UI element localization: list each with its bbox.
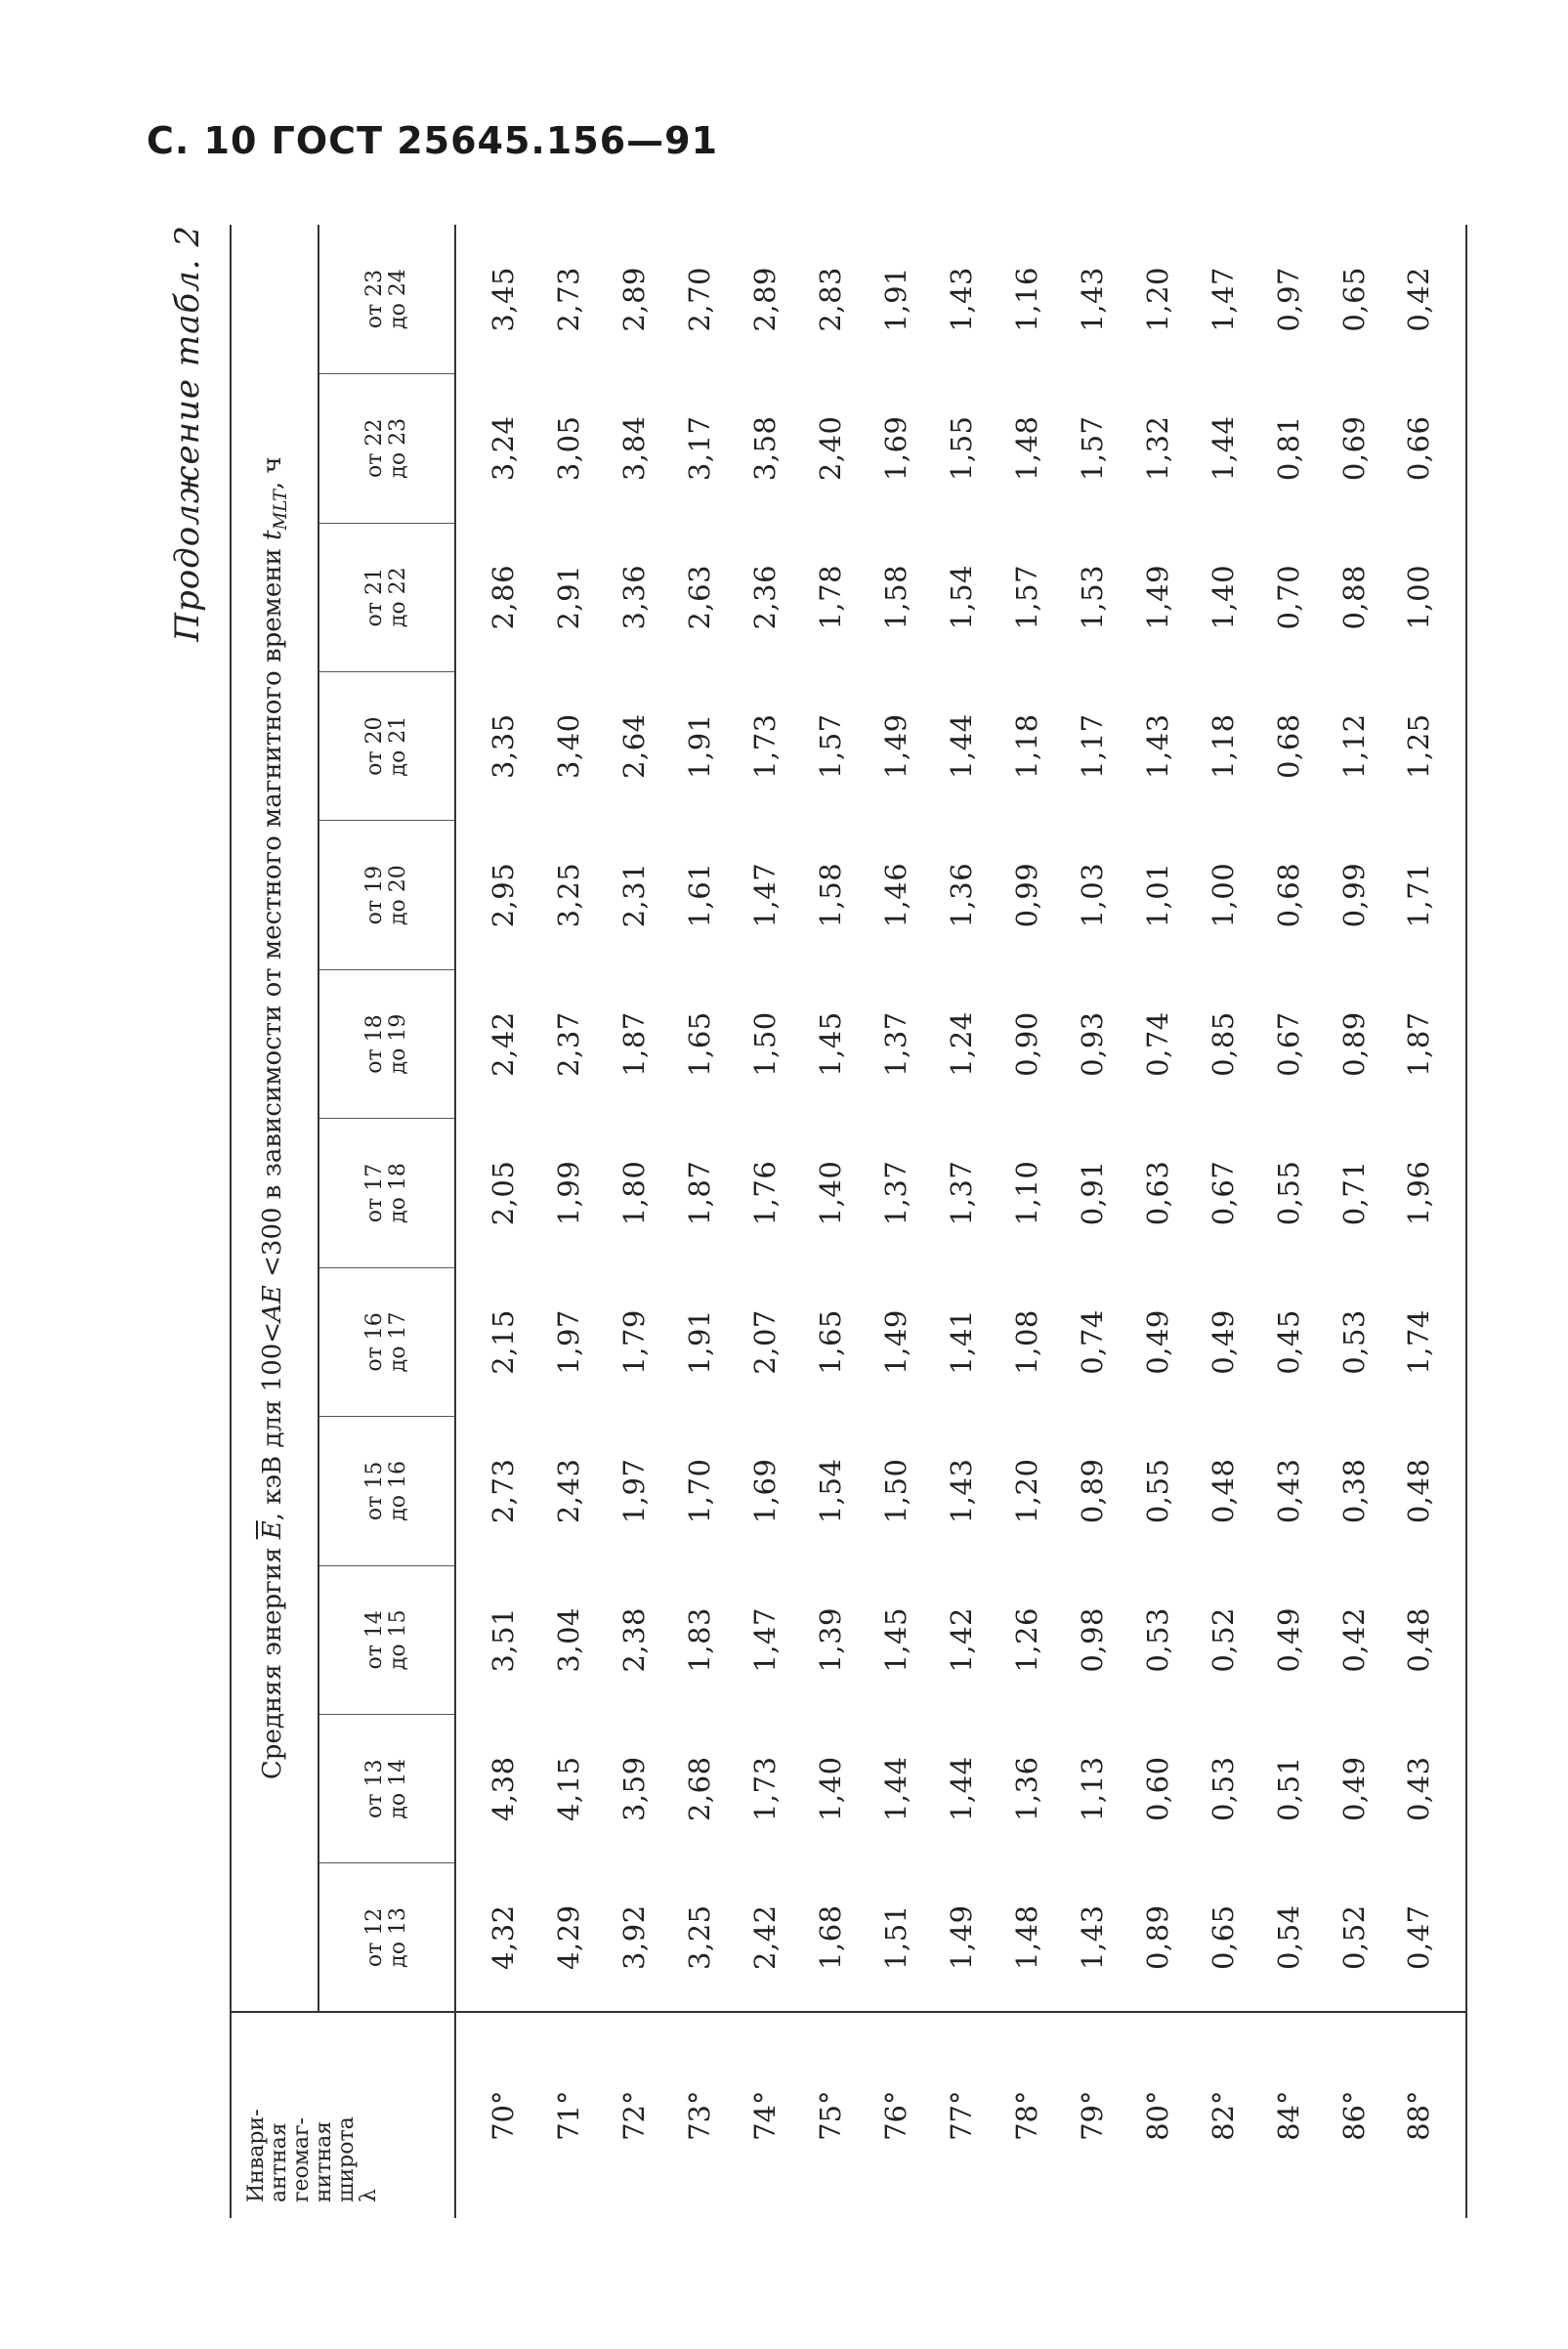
value-cell: 4,15: [551, 1756, 585, 1822]
value-cell: 0,45: [1271, 1309, 1305, 1375]
bin-header: [318, 225, 455, 374]
value-cell: 2,38: [616, 1607, 651, 1673]
table-row: [1190, 225, 1255, 2218]
value-cell: 0,69: [1336, 415, 1371, 482]
value-cell: 0,89: [1140, 1904, 1174, 1970]
value-cell: 0,52: [1206, 1607, 1240, 1673]
value-cell: 3,51: [487, 1607, 520, 1673]
value-cell: 1,47: [747, 862, 782, 928]
value-cell: 1,53: [1075, 564, 1109, 630]
table-row: [863, 225, 928, 2218]
bin-header: [318, 671, 455, 820]
table-row: [797, 225, 863, 2218]
bin-header-line: от 23: [362, 269, 387, 329]
latitude-cell: 80°: [1124, 2012, 1190, 2218]
bin-header: [318, 969, 455, 1118]
value-cell: 1,20: [1140, 267, 1174, 332]
bin-header: [318, 1565, 455, 1714]
value-cell: 2,05: [487, 1160, 520, 1226]
value-cell: 1,47: [747, 1607, 782, 1673]
bin-header: [318, 1119, 455, 1267]
table-row: [1059, 225, 1124, 2218]
latitude-cell: 71°: [535, 2012, 601, 2218]
value-cell: 2,15: [487, 1309, 520, 1375]
value-cell: 1,76: [747, 1160, 782, 1226]
bin-header-line: до 17: [386, 1311, 410, 1373]
bin-header-line: до 23: [386, 417, 410, 479]
value-cell: 2,83: [813, 267, 847, 332]
value-cell: 2,43: [551, 1458, 585, 1524]
value-cell: 0,49: [1336, 1756, 1371, 1822]
bin-header-line: от 20: [362, 716, 387, 776]
value-cell: 0,49: [1140, 1309, 1174, 1375]
bin-header-row: [318, 225, 455, 2218]
bin-header-line: до 22: [386, 567, 410, 628]
value-cell: 2,73: [551, 267, 585, 332]
table-row: [1321, 225, 1386, 2218]
value-cell: 1,26: [1009, 1607, 1043, 1673]
bin-header-line: от 16: [362, 1312, 387, 1372]
table-row: [601, 225, 666, 2218]
value-cell: 0,54: [1271, 1904, 1305, 1970]
value-cell: 1,78: [813, 564, 847, 630]
table-row: [994, 225, 1059, 2218]
value-cell: 3,40: [551, 713, 585, 779]
value-cell: 1,70: [682, 1458, 716, 1524]
value-cell: 4,29: [551, 1904, 585, 1970]
value-cell: 1,42: [944, 1607, 978, 1673]
value-cell: 0,52: [1336, 1904, 1371, 1970]
value-cell: 0,89: [1075, 1458, 1109, 1524]
table-row: [666, 225, 732, 2218]
value-cell: 1,08: [1009, 1309, 1043, 1375]
group-header-suffix: <300 в зависимости от местного магнитного времени: [257, 539, 287, 1286]
value-cell: 1,50: [878, 1458, 912, 1524]
value-cell: 2,37: [551, 1011, 585, 1077]
group-header-middle: , кэВ для 100<: [257, 1321, 287, 1521]
bin-header-line: до 16: [386, 1460, 410, 1521]
value-cell: 1,40: [813, 1756, 847, 1822]
value-cell: 1,49: [878, 1309, 912, 1375]
group-header-unit: , ч: [257, 456, 287, 491]
value-cell: 1,74: [1386, 1267, 1466, 1416]
value-cell: 2,63: [682, 564, 716, 630]
value-cell: 0,53: [1140, 1607, 1174, 1673]
value-cell: 1,17: [1075, 713, 1109, 779]
value-cell: 2,40: [813, 415, 847, 482]
value-cell: 0,97: [1271, 267, 1305, 332]
bin-header-line: от 21: [362, 568, 387, 627]
value-cell: 0,65: [1336, 267, 1371, 332]
value-cell: 1,18: [1009, 713, 1043, 779]
latitude-cell: 75°: [797, 2012, 863, 2218]
bin-header-line: от 19: [362, 865, 387, 925]
value-cell: 1,39: [813, 1607, 847, 1673]
value-cell: 2,36: [747, 564, 782, 630]
bin-header-line: до 15: [386, 1609, 410, 1671]
value-cell: 1,44: [878, 1756, 912, 1822]
bin-header-line: до 19: [386, 1013, 410, 1075]
value-cell: 1,43: [944, 267, 978, 332]
value-cell: 0,49: [1271, 1607, 1305, 1673]
value-cell: 1,36: [1009, 1756, 1043, 1822]
bin-header: [318, 821, 455, 969]
value-cell: 1,54: [813, 1458, 847, 1524]
bin-header-line: до 24: [386, 269, 410, 329]
value-cell: 1,24: [944, 1011, 978, 1077]
value-cell: 1,37: [878, 1011, 912, 1077]
value-cell: 2,91: [551, 564, 585, 630]
value-cell: 3,92: [616, 1904, 651, 1970]
page-header: С. 10 ГОСТ 25645.156—91: [147, 119, 719, 162]
value-cell: 0,48: [1386, 1565, 1466, 1714]
value-cell: 1,65: [682, 1011, 716, 1077]
table-row: [1255, 225, 1321, 2218]
value-cell: 0,43: [1271, 1458, 1305, 1524]
latitude-header-line: антная: [267, 2122, 291, 2202]
value-cell: 0,71: [1336, 1160, 1371, 1226]
energy-table: [230, 225, 1467, 2218]
value-cell: 0,98: [1075, 1607, 1109, 1673]
continuation-label: Продолжение табл. 2: [168, 225, 207, 642]
bin-header-line: до 18: [386, 1163, 410, 1223]
value-cell: 1,69: [878, 415, 912, 482]
value-cell: 0,48: [1386, 1417, 1466, 1565]
value-cell: 1,20: [1009, 1458, 1043, 1524]
group-header-prefix: Средняя энергия: [257, 1539, 287, 1780]
value-cell: 1,41: [944, 1309, 978, 1375]
value-cell: 1,25: [1386, 671, 1466, 820]
value-cell: 0,55: [1271, 1160, 1305, 1226]
value-cell: 2,89: [616, 267, 651, 332]
bin-header-line: от 18: [362, 1014, 387, 1074]
value-cell: 0,74: [1075, 1309, 1109, 1375]
value-cell: 1,65: [813, 1309, 847, 1375]
value-cell: 0,88: [1336, 564, 1371, 630]
latitude-cell: 84°: [1255, 2012, 1321, 2218]
latitude-header-line: λ: [357, 2189, 381, 2202]
value-cell: 3,59: [616, 1756, 651, 1822]
value-cell: 3,24: [487, 415, 520, 482]
value-cell: 1,79: [616, 1309, 651, 1375]
value-cell: 1,43: [1140, 713, 1174, 779]
value-cell: 1,50: [747, 1011, 782, 1077]
bin-header: [318, 1715, 455, 1863]
value-cell: 1,51: [878, 1904, 912, 1970]
value-cell: 1,57: [1075, 415, 1109, 482]
value-cell: 2,68: [682, 1756, 716, 1822]
latitude-cell: 86°: [1321, 2012, 1386, 2218]
bin-header-line: от 14: [362, 1610, 387, 1670]
value-cell: 1,49: [1140, 564, 1174, 630]
value-cell: 1,12: [1336, 713, 1371, 779]
latitude-cell: 76°: [863, 2012, 928, 2218]
value-cell: 1,47: [1206, 267, 1240, 332]
latitude-header: [231, 2012, 455, 2218]
value-cell: 1,58: [813, 862, 847, 928]
latitude-header-line: Инвари-: [244, 2109, 269, 2202]
value-cell: 2,07: [747, 1309, 782, 1375]
value-cell: 1,48: [1009, 1904, 1043, 1970]
value-cell: 0,74: [1140, 1011, 1174, 1077]
latitude-cell: 73°: [666, 2012, 732, 2218]
value-cell: 0,81: [1271, 415, 1305, 482]
value-cell: 0,67: [1206, 1160, 1240, 1226]
value-cell: 0,42: [1386, 225, 1466, 374]
value-cell: 1,55: [944, 415, 978, 482]
value-cell: 0,55: [1140, 1458, 1174, 1524]
value-cell: 0,53: [1206, 1756, 1240, 1822]
group-header: [231, 225, 318, 2012]
value-cell: 1,44: [944, 713, 978, 779]
value-cell: 1,80: [616, 1160, 651, 1226]
value-cell: 0,38: [1336, 1458, 1371, 1524]
value-cell: 1,00: [1206, 862, 1240, 928]
value-cell: 1,37: [944, 1160, 978, 1226]
bin-header: [318, 523, 455, 671]
value-cell: 0,93: [1075, 1011, 1109, 1077]
value-cell: 0,43: [1386, 1715, 1466, 1863]
bin-header: [318, 1267, 455, 1416]
value-cell: 1,10: [1009, 1160, 1043, 1226]
value-cell: 1,48: [1009, 415, 1043, 482]
value-cell: 1,01: [1140, 862, 1174, 928]
value-cell: 3,36: [616, 564, 651, 630]
table-row: [535, 225, 601, 2218]
value-cell: 2,42: [487, 1011, 520, 1077]
value-cell: 0,60: [1140, 1756, 1174, 1822]
value-cell: 1,58: [878, 564, 912, 630]
value-cell: 2,86: [487, 564, 520, 630]
value-cell: 3,05: [551, 415, 585, 482]
value-cell: 3,35: [487, 713, 520, 779]
value-cell: 3,45: [487, 267, 520, 332]
value-cell: 1,18: [1206, 713, 1240, 779]
value-cell: 1,87: [616, 1011, 651, 1077]
value-cell: 2,95: [487, 862, 520, 928]
latitude-header-line: широта: [334, 2116, 359, 2202]
t-symbol: t: [257, 530, 287, 540]
value-cell: 1,46: [878, 862, 912, 928]
value-cell: 0,42: [1336, 1607, 1371, 1673]
value-cell: 3,17: [682, 415, 716, 482]
value-cell: 3,25: [551, 862, 585, 928]
table-row: [1124, 225, 1190, 2218]
bin-header: [318, 374, 455, 523]
bin-header-line: до 14: [386, 1758, 410, 1819]
value-cell: 0,89: [1336, 1011, 1371, 1077]
value-cell: 0,63: [1140, 1160, 1174, 1226]
value-cell: 1,96: [1386, 1119, 1466, 1267]
value-cell: 1,71: [1386, 821, 1466, 969]
value-cell: 1,43: [1075, 1904, 1109, 1970]
value-cell: 1,36: [944, 862, 978, 928]
value-cell: 4,38: [487, 1756, 520, 1822]
value-cell: 0,99: [1336, 862, 1371, 928]
latitude-cell: 82°: [1190, 2012, 1255, 2218]
value-cell: 1,57: [813, 713, 847, 779]
latitude-cell: 78°: [994, 2012, 1059, 2218]
value-cell: 1,37: [878, 1160, 912, 1226]
value-cell: 2,42: [747, 1904, 782, 1970]
latitude-header-line: нитная: [312, 2120, 336, 2202]
value-cell: 0,70: [1271, 564, 1305, 630]
value-cell: 1,61: [682, 862, 716, 928]
value-cell: 0,47: [1386, 1863, 1466, 2012]
value-cell: 0,91: [1075, 1160, 1109, 1226]
value-cell: 3,58: [747, 415, 782, 482]
value-cell: 1,49: [944, 1904, 978, 1970]
value-cell: 1,99: [551, 1160, 585, 1226]
table-row: [1386, 225, 1466, 2218]
value-cell: 1,40: [1206, 564, 1240, 630]
value-cell: 1,16: [1009, 267, 1043, 332]
table-row: [455, 225, 535, 2218]
latitude-cell: 79°: [1059, 2012, 1124, 2218]
value-cell: 1,87: [1386, 969, 1466, 1118]
table-row: [732, 225, 797, 2218]
value-cell: 1,00: [1386, 523, 1466, 671]
value-cell: 1,68: [813, 1904, 847, 1970]
latitude-cell: 70°: [455, 2012, 535, 2218]
value-cell: 1,57: [1009, 564, 1043, 630]
latitude-cell: 77°: [928, 2012, 994, 2218]
value-cell: 4,32: [487, 1904, 520, 1970]
value-cell: 0,68: [1271, 713, 1305, 779]
bin-header: [318, 1417, 455, 1565]
rotated-table-region: [168, 225, 1465, 2218]
value-cell: 1,54: [944, 564, 978, 630]
value-cell: 1,45: [813, 1011, 847, 1077]
bin-header-line: от 12: [362, 1907, 387, 1968]
value-cell: 2,70: [682, 267, 716, 332]
value-cell: 1,87: [682, 1160, 716, 1226]
value-cell: 1,13: [1075, 1756, 1109, 1822]
value-cell: 2,89: [747, 267, 782, 332]
value-cell: 0,66: [1386, 374, 1466, 523]
value-cell: 1,43: [944, 1458, 978, 1524]
latitude-header-line: геомаг-: [289, 2117, 314, 2202]
bin-header-line: от 15: [362, 1461, 387, 1521]
value-cell: 0,90: [1009, 1011, 1043, 1077]
value-cell: 2,64: [616, 713, 651, 779]
energy-symbol: $\overline{E}$: [257, 1520, 287, 1540]
value-cell: 1,73: [747, 713, 782, 779]
latitude-cell: 72°: [601, 2012, 666, 2218]
t-subscript: MLT: [271, 490, 292, 531]
bin-header-line: до 20: [386, 865, 410, 925]
value-cell: 0,53: [1336, 1309, 1371, 1375]
value-cell: 2,73: [487, 1458, 520, 1524]
value-cell: 1,03: [1075, 862, 1109, 928]
bin-header-line: от 13: [362, 1759, 387, 1818]
value-cell: 1,91: [682, 1309, 716, 1375]
value-cell: 1,91: [682, 713, 716, 779]
table-row: [928, 225, 994, 2218]
latitude-cell: 74°: [732, 2012, 797, 2218]
value-cell: 1,40: [813, 1160, 847, 1226]
value-cell: 0,65: [1206, 1904, 1240, 1970]
value-cell: 2,31: [616, 862, 651, 928]
latitude-cell: 88°: [1386, 2012, 1466, 2218]
value-cell: 1,73: [747, 1756, 782, 1822]
table-body: [455, 225, 1466, 2218]
value-cell: 1,49: [878, 713, 912, 779]
bin-header: [318, 1863, 455, 2012]
value-cell: 0,85: [1206, 1011, 1240, 1077]
value-cell: 1,45: [878, 1607, 912, 1673]
value-cell: 0,67: [1271, 1011, 1305, 1077]
ae-symbol: AE: [257, 1285, 287, 1322]
bin-header-line: от 22: [362, 418, 387, 478]
value-cell: 1,69: [747, 1458, 782, 1524]
value-cell: 1,44: [1206, 415, 1240, 482]
value-cell: 1,97: [551, 1309, 585, 1375]
value-cell: 1,83: [682, 1607, 716, 1673]
value-cell: 1,97: [616, 1458, 651, 1524]
value-cell: 1,43: [1075, 267, 1109, 332]
value-cell: 0,48: [1206, 1458, 1240, 1524]
value-cell: 1,32: [1140, 415, 1174, 482]
value-cell: 3,04: [551, 1607, 585, 1673]
bin-header-line: от 17: [362, 1163, 387, 1223]
value-cell: 3,25: [682, 1904, 716, 1970]
value-cell: 0,49: [1206, 1309, 1240, 1375]
bin-header-line: до 21: [386, 715, 410, 777]
bin-header-line: до 13: [386, 1907, 410, 1968]
value-cell: 1,44: [944, 1756, 978, 1822]
value-cell: 0,51: [1271, 1756, 1305, 1822]
value-cell: 3,84: [616, 415, 651, 482]
value-cell: 1,91: [878, 267, 912, 332]
value-cell: 0,99: [1009, 862, 1043, 928]
value-cell: 0,68: [1271, 862, 1305, 928]
